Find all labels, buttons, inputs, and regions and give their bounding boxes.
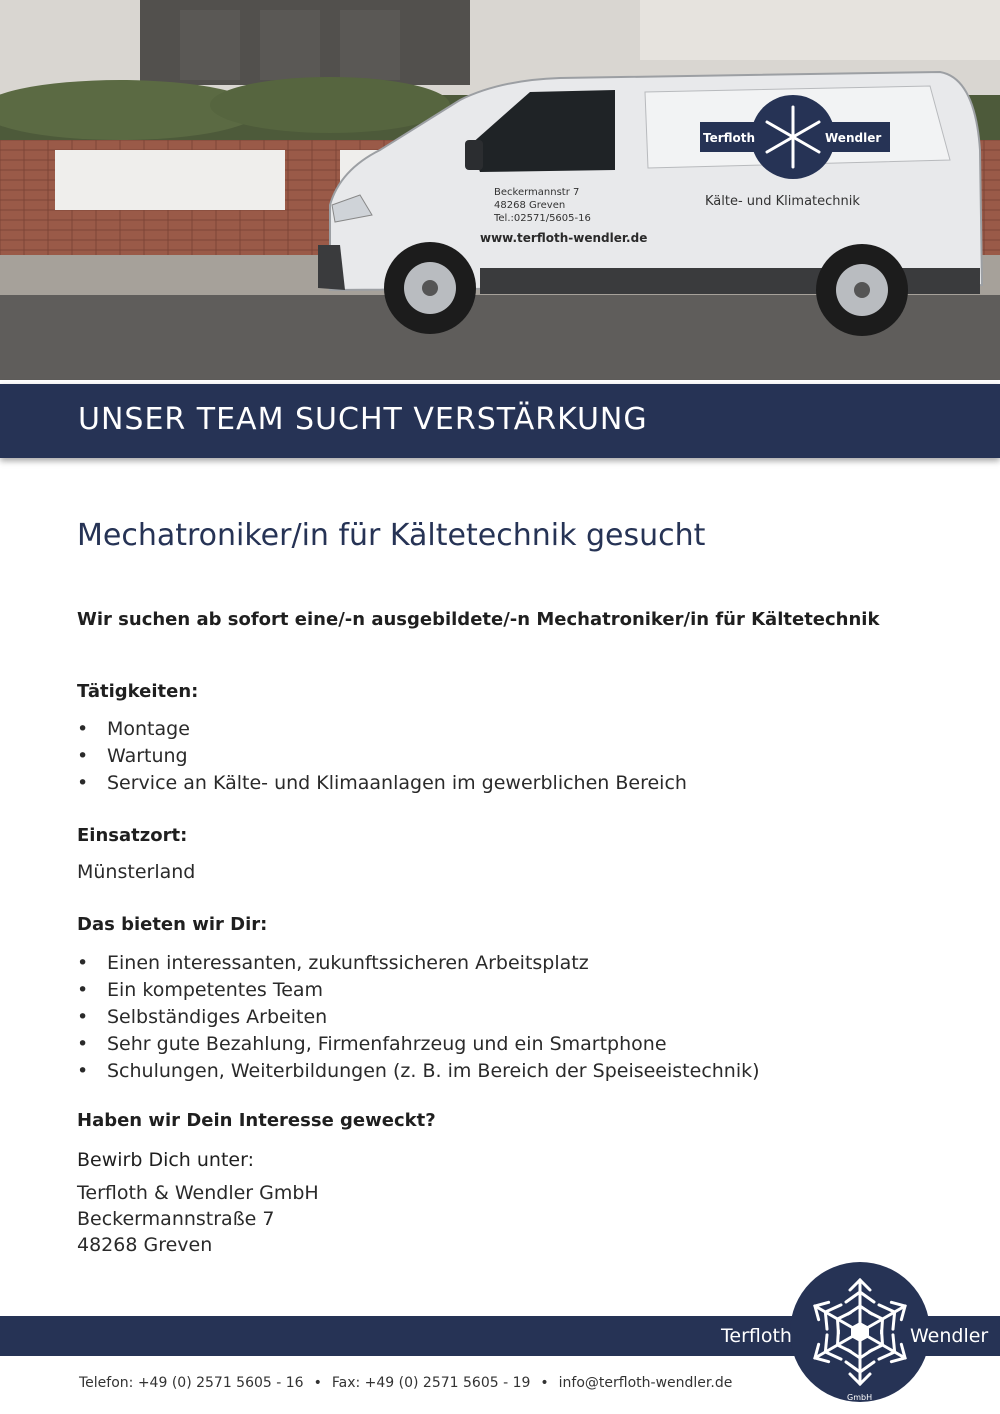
list-item: • Selbständiges Arbeiten <box>77 1004 760 1031</box>
apply-heading: Bewirb Dich unter: <box>77 1149 254 1171</box>
separator: • <box>313 1375 322 1391</box>
van-tagline: Kälte- und Klimatechnik <box>705 194 860 209</box>
address-line: 48268 Greven <box>77 1234 213 1256</box>
list-item: • Einen interessanten, zukunftssicheren Arbeitsplatz <box>77 950 760 977</box>
separator: • <box>540 1375 549 1391</box>
phone-text: Telefon: +49 (0) 2571 5605 - 16 <box>79 1375 304 1391</box>
footer-logo-left: Terfloth <box>721 1325 792 1347</box>
list-item: • Sehr gute Bezahlung, Firmenfahrzeug und ein Smartphone <box>77 1031 760 1058</box>
activities-heading: Tätigkeiten: <box>77 681 199 702</box>
interest-heading: Haben wir Dein Interesse geweckt? <box>77 1110 436 1131</box>
offer-list <box>77 950 760 1085</box>
footer-logo-suffix: GmbH <box>847 1393 873 1402</box>
van-address <box>494 186 591 225</box>
van-address-line: 48268 Greven <box>494 200 566 211</box>
list-item: • Wartung <box>77 743 687 770</box>
contact-line <box>79 1375 732 1391</box>
van-logo-right: Wendler <box>825 131 882 145</box>
van-address-line: Beckermannstr 7 <box>494 187 580 198</box>
address-line: Beckermannstraße 7 <box>77 1208 275 1230</box>
activities-list <box>77 716 687 797</box>
list-item: • Ein kompetentes Team <box>77 977 760 1004</box>
company-address <box>77 1180 319 1258</box>
list-item: • Schulungen, Weiterbildungen (z. B. im Bereich der Speiseeistechnik) <box>77 1058 760 1085</box>
email-link[interactable]: info@terfloth-wendler.de <box>558 1375 733 1391</box>
banner-title: UNSER TEAM SUCHT VERSTÄRKUNG <box>78 402 648 437</box>
headline-banner <box>0 384 1000 458</box>
fax-text: Fax: +49 (0) 2571 5605 - 19 <box>331 1375 531 1391</box>
hero-photo <box>0 0 1000 380</box>
offer-heading: Das bieten wir Dir: <box>77 914 268 935</box>
footer-logo-right: Wendler <box>910 1325 989 1347</box>
job-title: Mechatroniker/in für Kältetechnik gesucht <box>77 518 706 553</box>
snowflake-logo <box>790 1262 930 1402</box>
snowflake-icon <box>790 1262 930 1402</box>
list-item: • Montage <box>77 716 687 743</box>
location-value: Münsterland <box>77 861 196 883</box>
van-website: www.terfloth-wendler.de <box>480 231 648 245</box>
address-line: Terfloth & Wendler GmbH <box>77 1182 319 1204</box>
list-item: • Service an Kälte- und Klimaanlagen im gewerblichen Bereich <box>77 770 687 797</box>
van-address-line: Tel.:02571/5605-16 <box>494 213 591 224</box>
location-heading: Einsatzort: <box>77 825 188 846</box>
job-intro: Wir suchen ab sofort eine/-n ausgebildete/-n Mechatroniker/in für Kältetechnik <box>77 609 880 630</box>
van-logo-left: Terfloth <box>703 131 756 145</box>
